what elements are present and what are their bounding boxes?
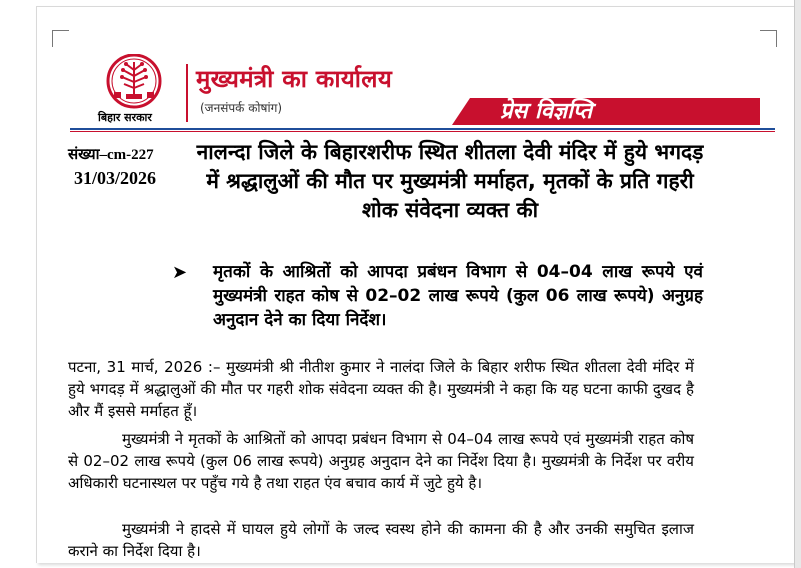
bihar-emblem-icon [104, 54, 164, 110]
header-divider [186, 64, 188, 122]
office-title: मुख्यमंत्री का कार्यालय [196, 65, 393, 93]
header-rule-blue [70, 128, 775, 130]
emblem-caption: बिहार सरकार [98, 111, 152, 124]
bullet-arrow-icon: ➤ [172, 262, 188, 283]
window-edge [794, 0, 801, 568]
body-paragraph: पटना, 31 मार्च, 2026 :– मुख्यमंत्री श्री नीतीश कुमार ने नालंदा जिले के बिहार शरीफ स्थित शीतला देवी मंदिर में हुये भगदड़ में श्रद्धालुओं की मौत पर गहरी शोक संवेदना व्यक्त की है। मुख्यमंत्री ने कहा कि यह घटना काफी दुखद है और मैं इससे मर्माहत हूँ। [68, 358, 694, 420]
release-date: 31/03/2026 [74, 168, 157, 188]
office-subtitle: (जनसंपर्क कोषांग) [200, 101, 283, 115]
body-paragraph: मुख्यमंत्री ने मृतकों के आश्रितों को आपदा प्रबंधन विभाग से 04–04 लाख रूपये एवं मुख्यमंत्री राहत कोष से 02–02 लाख रूपये (कुल 06 लाख रूपये) अनुग्रह अनुदान देने का निर्देश दिया है। मुख्यमंत्री के निर्देश पर वरीय अधिकारी घटनास्थल पर पहुँच गये है तथा राहत एंव बचाव कार्य में जुटे हुये है। [68, 430, 694, 492]
body-paragraph: मुख्यमंत्री ने हादसे में घायल हुये लोगों के जल्द स्वस्थ होने की कामना की है और उनकी समुचित इलाज कराने का निर्देश दिया है। [68, 520, 694, 560]
page-corner-mark-left [52, 30, 69, 47]
page-corner-mark-right [760, 30, 777, 47]
press-release-label: प्रेस विज्ञप्ति [500, 99, 593, 124]
header-rule-red [70, 131, 775, 132]
headline: नालन्दा जिले के बिहारशरीफ स्थित शीतला देवी मंदिर में हुये भगदड़ में श्रद्धालुओं की मौत पर मुख्यमंत्री मर्माहत, मृतकों के प्रति गहरी शोक संवेदना व्यक्त की [196, 140, 704, 222]
press-banner-notch [452, 98, 470, 125]
reference-number: संख्या–cm-227 [68, 147, 154, 163]
key-point: मृतकों के आश्रितों को आपदा प्रबंधन विभाग से 04–04 लाख रूपये एवं मुख्यमंत्री राहत कोष से 02–02 लाख रूपये (कुल 06 लाख रूपये) अनुग्रह अनुदान देने का दिया निर्देश। [213, 262, 703, 330]
